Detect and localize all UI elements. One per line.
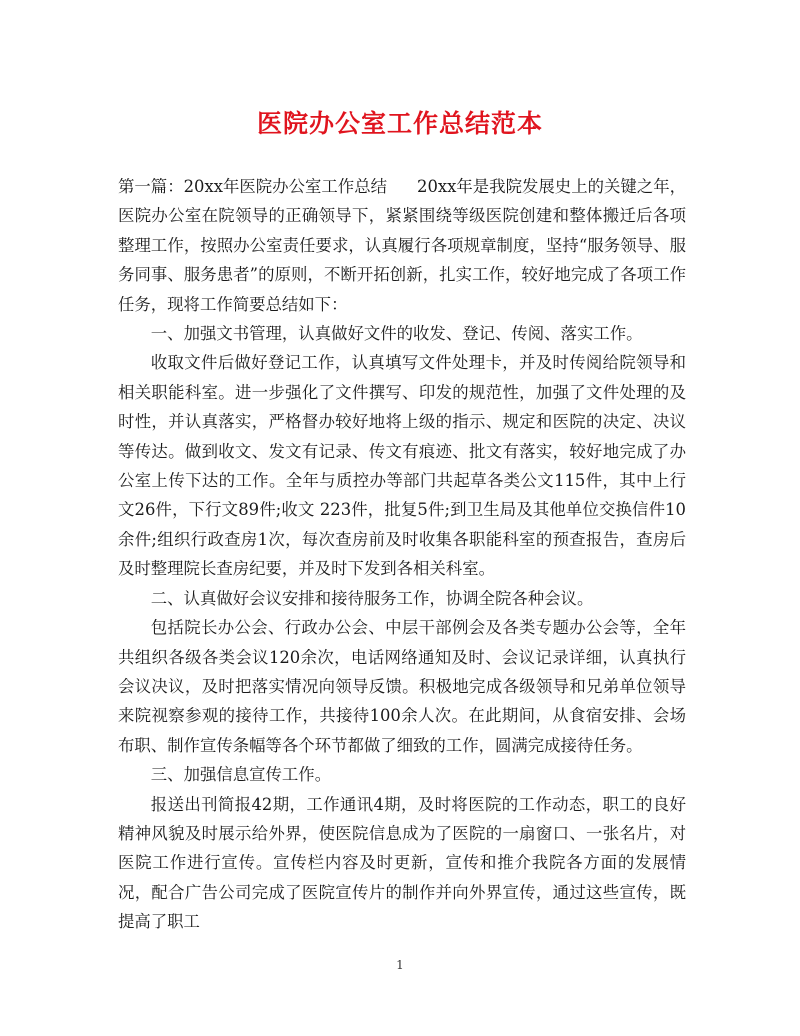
document-title: 医院办公室工作总结范本 — [256, 109, 543, 138]
document-body — [118, 172, 686, 937]
intro-text: 20xx年是我院发展史上的关键之年，医院办公室在院领导的正确领导下，紧紧围绕等级医院创建和整体搬迁后各项整理工作，按照办公室责任要求，认真履行各项规章制度，坚持“服务领导、服务同事、服务患者”的原则，不断开拓创新，扎实工作，较好地完成了各项工作任务，现将工作简要总结如下： — [118, 177, 687, 314]
intro-paragraph — [118, 172, 686, 319]
section-heading-3: 三、加强信息宣传工作。 — [150, 765, 332, 785]
section-heading-2: 二、认真做好会议安排和接待服务工作，协调全院各种会议。 — [150, 588, 594, 608]
paragraph-meetings: 包括院长办公会、行政办公会、中层干部例会及各类专题办公会等，全年共组织各级各类会议120余次，电话网络通知及时、会议记录详细，认真执行会议决议，及时把落实情况向领导反馈。积极地完成各级领导和兄弟单位领导来院视察参观的接待工作，共接待100余人次。在此期间，从食宿安排、会场布职、制作宣传条幅等各个环节都做了细致的工作，圆满完成接待任务。 — [118, 618, 686, 755]
section-heading-1: 一、加强文书管理，认真做好文件的收发、登记、传阅、落实工作。 — [150, 324, 643, 344]
paragraph-publicity: 报送出刊简报42期，工作通讯4期，及时将医院的工作动态，职工的良好精神风貌及时展示给外界，使医院信息成为了医院的一扇窗口、一张名片，对医院工作进行宣传。宣传栏内容及时更新，宣传和推介我院各方面的发展情况，配合广告公司完成了医院宣传片的制作并向外界宣传，通过这些宣传，既提高了职工 — [118, 794, 686, 932]
paragraph-documents: 收取文件后做好登记工作，认真填写文件处理卡，并及时传阅给院领导和相关职能科室。进一步强化了文件撰写、印发的规范性，加强了文件处理的及时性，并认真落实，严格督办较好地将上级的指示、规定和医院的决定、决议等传达。做到收文、发文有记录、传文有痕迹、批文有落实，较好地完成了办公室上传下达的工作。全年与质控办等部门共起草各类公文115件，其中上行文26件，下行文89件;收文 223件，批复5件;到卫生局及其他单位交换信件10余件;组织行政查房1次，每次查房前及时收集各职能科室的预查报告，查房后及时整理院长查房纪要，并及时下发到各相关科室。 — [118, 353, 686, 579]
intro-label: 第一篇：20xx年医院办公室工作总结 — [118, 177, 388, 196]
page-number: 1 — [396, 958, 404, 972]
